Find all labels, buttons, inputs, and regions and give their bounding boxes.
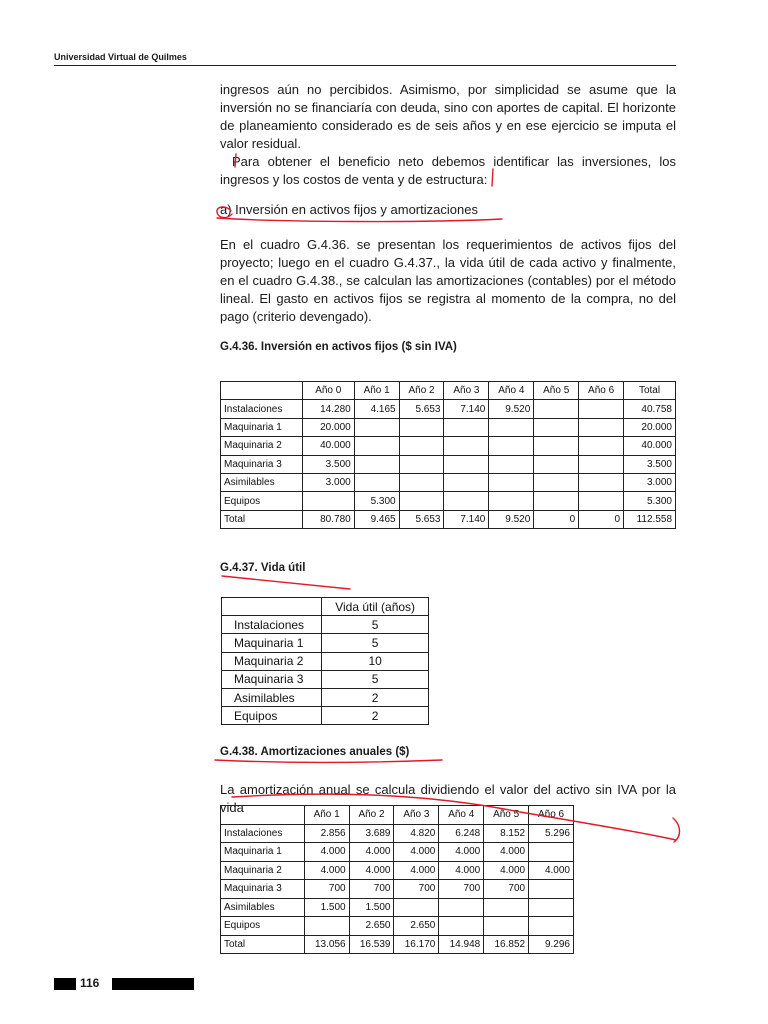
table-row bbox=[222, 688, 429, 706]
table-cell bbox=[399, 492, 444, 510]
table-cell: 3.689 bbox=[349, 824, 394, 843]
column-header: Total bbox=[624, 382, 676, 400]
table-cell: 9.520 bbox=[489, 400, 534, 418]
table-cell: 16.170 bbox=[394, 935, 439, 954]
table-cell bbox=[439, 898, 484, 917]
column-header: Año 3 bbox=[394, 806, 439, 825]
caption-g436: G.4.36. Inversión en activos fijos ($ sin IVA) bbox=[220, 341, 457, 353]
row-label: Maquinaria 2 bbox=[222, 652, 322, 670]
table-header-row bbox=[221, 806, 574, 825]
table-cell bbox=[579, 437, 624, 455]
table-cell bbox=[489, 473, 534, 491]
table-row bbox=[222, 707, 429, 725]
row-label: Instalaciones bbox=[221, 400, 303, 418]
table-cell: 5.300 bbox=[354, 492, 399, 510]
table-cell: 5 bbox=[322, 616, 429, 634]
table-cell bbox=[489, 455, 534, 473]
table-g437 bbox=[221, 597, 429, 725]
table-cell: 0 bbox=[579, 510, 624, 528]
table-cell: 700 bbox=[439, 880, 484, 899]
table-cell: 7.140 bbox=[444, 510, 489, 528]
table-cell: 4.000 bbox=[394, 861, 439, 880]
table-cell bbox=[534, 437, 579, 455]
row-label: Maquinaria 1 bbox=[221, 843, 305, 862]
annotation-underline-g438 bbox=[215, 760, 442, 762]
row-label: Maquinaria 3 bbox=[221, 880, 305, 899]
caption-g437: G.4.37. Vida útil bbox=[220, 562, 306, 574]
table-cell: 0 bbox=[534, 510, 579, 528]
table-header-row bbox=[222, 598, 429, 616]
table-cell bbox=[529, 917, 574, 936]
column-header: Año 2 bbox=[349, 806, 394, 825]
table-cell: 2.856 bbox=[304, 824, 349, 843]
table-cell: 5 bbox=[322, 670, 429, 688]
table-row bbox=[221, 400, 676, 418]
table-cell: 3.500 bbox=[302, 455, 354, 473]
table-cell: 40.000 bbox=[302, 437, 354, 455]
table-cell: 5.300 bbox=[624, 492, 676, 510]
table-cell: 4.000 bbox=[349, 861, 394, 880]
subheading-activos-fijos: a) Inversión en activos fijos y amortizaciones bbox=[220, 202, 478, 217]
row-label: Equipos bbox=[221, 917, 305, 936]
table-row bbox=[221, 935, 574, 954]
table-cell: 4.000 bbox=[484, 843, 529, 862]
column-header: Año 6 bbox=[529, 806, 574, 825]
table-cell: 5.653 bbox=[399, 400, 444, 418]
table-cell bbox=[579, 418, 624, 436]
paragraph-inversiones: Para obtener el beneficio neto debemos identificar las inversiones, los ingresos y los costos de venta y de estructura: bbox=[220, 154, 676, 187]
table-cell: 40.758 bbox=[624, 400, 676, 418]
row-label: Maquinaria 3 bbox=[222, 670, 322, 688]
table-row bbox=[222, 634, 429, 652]
table-cell bbox=[534, 492, 579, 510]
table-cell bbox=[534, 400, 579, 418]
table-cell: 700 bbox=[484, 880, 529, 899]
table-cell: 14.280 bbox=[302, 400, 354, 418]
table-cell bbox=[489, 492, 534, 510]
table-row bbox=[221, 898, 574, 917]
table-cell: 5 bbox=[322, 634, 429, 652]
table-row bbox=[221, 510, 676, 528]
table-header-row bbox=[221, 382, 676, 400]
row-label: Maquinaria 2 bbox=[221, 861, 305, 880]
table-row bbox=[221, 418, 676, 436]
table-cell: 4.000 bbox=[439, 843, 484, 862]
table-cell: 40.000 bbox=[624, 437, 676, 455]
table-cell: 4.000 bbox=[349, 843, 394, 862]
column-header: Año 5 bbox=[534, 382, 579, 400]
table-cell bbox=[399, 473, 444, 491]
table-cell: 8.152 bbox=[484, 824, 529, 843]
column-header bbox=[222, 598, 322, 616]
table-row bbox=[221, 861, 574, 880]
table-cell bbox=[354, 455, 399, 473]
table-cell: 4.000 bbox=[394, 843, 439, 862]
row-label: Instalaciones bbox=[222, 616, 322, 634]
caption-g438: G.4.38. Amortizaciones anuales ($) bbox=[220, 746, 410, 758]
column-header: Año 0 bbox=[302, 382, 354, 400]
table-cell bbox=[534, 418, 579, 436]
column-header: Año 3 bbox=[444, 382, 489, 400]
table-cell: 2.650 bbox=[394, 917, 439, 936]
row-label: Total bbox=[221, 935, 305, 954]
table-cell: 6.248 bbox=[439, 824, 484, 843]
table-cell: 4.000 bbox=[529, 861, 574, 880]
column-header: Año 5 bbox=[484, 806, 529, 825]
row-label: Equipos bbox=[222, 707, 322, 725]
table-cell bbox=[399, 437, 444, 455]
table-cell bbox=[579, 473, 624, 491]
table-cell: 14.948 bbox=[439, 935, 484, 954]
table-cell: 4.820 bbox=[394, 824, 439, 843]
table-row bbox=[221, 824, 574, 843]
table-cell: 4.000 bbox=[304, 843, 349, 862]
table-cell: 5.653 bbox=[399, 510, 444, 528]
table-cell: 700 bbox=[349, 880, 394, 899]
column-header bbox=[221, 806, 305, 825]
column-header: Año 4 bbox=[489, 382, 534, 400]
table-cell bbox=[444, 455, 489, 473]
table-cell: 4.000 bbox=[484, 861, 529, 880]
table-cell bbox=[579, 400, 624, 418]
table-cell: 4.000 bbox=[304, 861, 349, 880]
table-cell: 3.000 bbox=[302, 473, 354, 491]
table-cell: 1.500 bbox=[304, 898, 349, 917]
table-cell bbox=[302, 492, 354, 510]
table-g436 bbox=[220, 381, 676, 529]
table-cell bbox=[529, 880, 574, 899]
table-cell: 20.000 bbox=[302, 418, 354, 436]
table-cell bbox=[579, 492, 624, 510]
table-cell: 9.520 bbox=[489, 510, 534, 528]
paragraph-cuadros: En el cuadro G.4.36. se presentan los requerimientos de activos fijos del proyecto; luego en el cuadro G.4.37., la vida útil de cada activo y finalmente, en el cuadro G.4.38., se calculan las amortizaciones (contables) por el método lineal. El gasto en activos fijos se registra al momento de la compra, no del pago (criterio devengado). bbox=[220, 237, 676, 324]
table-cell bbox=[354, 418, 399, 436]
table-cell bbox=[354, 473, 399, 491]
table-cell: 10 bbox=[322, 652, 429, 670]
paragraph-continuation: ingresos aún no percibidos. Asimismo, por simplicidad se asume que la inversión no se financiaría con deuda, sino con aportes de capital. El horizonte de planeamiento considerado es de seis años y en ese ejercicio se imputa el valor residual. bbox=[220, 82, 676, 151]
table-cell: 1.500 bbox=[349, 898, 394, 917]
column-header: Vida útil (años) bbox=[322, 598, 429, 616]
footer-bar-left bbox=[54, 978, 76, 990]
table-cell bbox=[484, 898, 529, 917]
table-cell bbox=[394, 898, 439, 917]
table-row bbox=[221, 917, 574, 936]
column-header: Año 2 bbox=[399, 382, 444, 400]
table-cell: 80.780 bbox=[302, 510, 354, 528]
table-row bbox=[221, 492, 676, 510]
table-cell bbox=[489, 418, 534, 436]
table-cell bbox=[489, 437, 534, 455]
table-cell: 20.000 bbox=[624, 418, 676, 436]
column-header: Año 6 bbox=[579, 382, 624, 400]
table-cell: 16.539 bbox=[349, 935, 394, 954]
table-cell bbox=[444, 437, 489, 455]
annotation-hook bbox=[673, 818, 680, 842]
row-label: Maquinaria 2 bbox=[221, 437, 303, 455]
table-cell bbox=[444, 418, 489, 436]
table-cell bbox=[484, 917, 529, 936]
table-row bbox=[221, 880, 574, 899]
table-cell: 700 bbox=[304, 880, 349, 899]
column-header: Año 4 bbox=[439, 806, 484, 825]
table-cell bbox=[444, 492, 489, 510]
page-number: 116 bbox=[80, 976, 100, 990]
row-label: Equipos bbox=[221, 492, 303, 510]
column-header: Año 1 bbox=[354, 382, 399, 400]
table-cell: 9.296 bbox=[529, 935, 574, 954]
table-cell: 112.558 bbox=[624, 510, 676, 528]
table-cell bbox=[534, 473, 579, 491]
column-header bbox=[221, 382, 303, 400]
table-cell bbox=[534, 455, 579, 473]
table-cell bbox=[399, 418, 444, 436]
table-cell: 5.296 bbox=[529, 824, 574, 843]
table-row bbox=[222, 616, 429, 634]
row-label: Instalaciones bbox=[221, 824, 305, 843]
table-cell bbox=[579, 455, 624, 473]
row-label: Maquinaria 3 bbox=[221, 455, 303, 473]
table-cell: 700 bbox=[394, 880, 439, 899]
table-row bbox=[221, 455, 676, 473]
table-cell bbox=[439, 917, 484, 936]
table-cell: 2.650 bbox=[349, 917, 394, 936]
row-label: Asimilables bbox=[222, 688, 322, 706]
table-cell bbox=[529, 843, 574, 862]
row-label: Maquinaria 1 bbox=[221, 418, 303, 436]
annotation-underline-subheading bbox=[217, 218, 502, 222]
table-cell: 9.465 bbox=[354, 510, 399, 528]
table-cell bbox=[444, 473, 489, 491]
table-row bbox=[221, 437, 676, 455]
body-paragraph-group bbox=[220, 81, 676, 189]
annotation-underline-g437 bbox=[222, 576, 350, 589]
table-cell: 16.852 bbox=[484, 935, 529, 954]
table-cell: 4.165 bbox=[354, 400, 399, 418]
table-cell: 13.056 bbox=[304, 935, 349, 954]
table-cell: 3.500 bbox=[624, 455, 676, 473]
table-cell bbox=[399, 455, 444, 473]
table-g438 bbox=[220, 805, 574, 954]
table-cell: 2 bbox=[322, 707, 429, 725]
table-cell bbox=[354, 437, 399, 455]
running-header: Universidad Virtual de Quilmes bbox=[54, 52, 676, 66]
table-cell: 7.140 bbox=[444, 400, 489, 418]
footer-bar-right bbox=[112, 978, 194, 990]
table-cell: 2 bbox=[322, 688, 429, 706]
table-cell bbox=[529, 898, 574, 917]
column-header: Año 1 bbox=[304, 806, 349, 825]
row-label: Asimilables bbox=[221, 898, 305, 917]
row-label: Total bbox=[221, 510, 303, 528]
paragraph-amortizacion: La amortización anual se calcula dividiendo el valor del activo sin IVA por la vida bbox=[220, 782, 676, 815]
row-label: Asimilables bbox=[221, 473, 303, 491]
table-cell bbox=[304, 917, 349, 936]
table-cell: 3.000 bbox=[624, 473, 676, 491]
table-cell: 4.000 bbox=[439, 861, 484, 880]
table-row bbox=[221, 843, 574, 862]
table-row bbox=[221, 473, 676, 491]
row-label: Maquinaria 1 bbox=[222, 634, 322, 652]
table-row bbox=[222, 652, 429, 670]
table-row bbox=[222, 670, 429, 688]
